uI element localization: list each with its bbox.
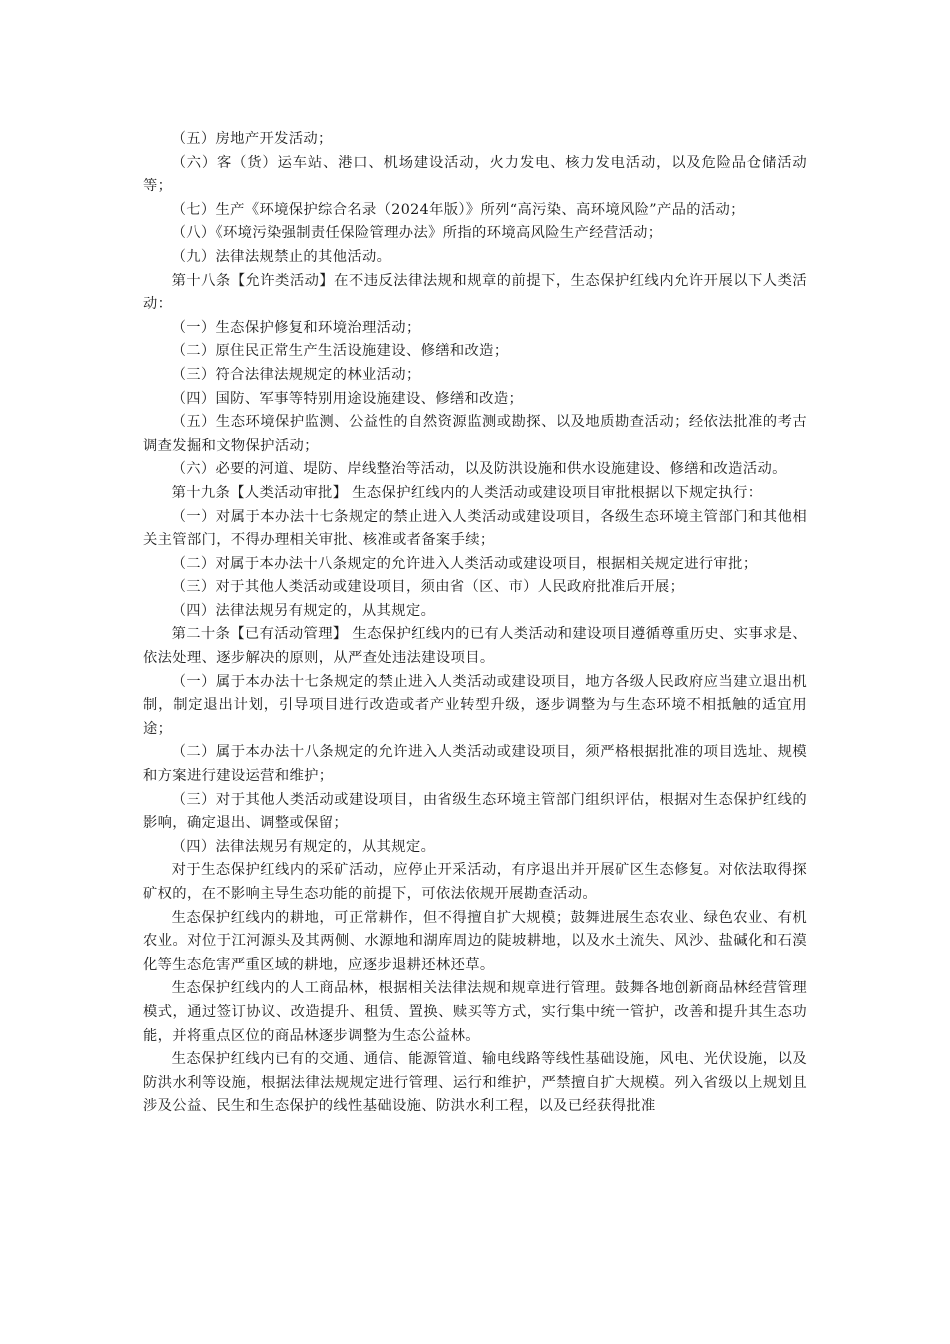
article-18-item-1: （一）生态保护修复和环境治理活动；: [171, 319, 421, 336]
article-18-item-4: （四）国防、军事等特别用途设施建设、修缮和改造；: [171, 390, 524, 407]
paragraph-item-7: （七）生产《环境保护综合名录（2024年版）》所列“高污染、高环境风险”产品的活动；: [171, 201, 745, 218]
article-19: 第十九条【人类活动审批】 生态保护红线内的人类活动或建设项目审批根据以下规定执行：: [171, 484, 763, 501]
article-19-item-4: （四）法律法规另有规定的，从其规定。: [171, 602, 436, 619]
article-20: 第二十条【已有活动管理】 生态保护红线内的已有人类活动和建设项目遵循尊重历史、实事求是、依法处理、逐步解决的原则，从严查处违法建设项目。: [143, 626, 807, 667]
article-18-item-5: （五）生态环境保护监测、公益性的自然资源监测或勘探、以及地质勘查活动；经依法批准的考古调查发掘和文物保护活动；: [143, 414, 807, 454]
article-18: 第十八条【允许类活动】在不违反法律法规和规章的前提下，生态保护红线内允许开展以下人类活动：: [143, 272, 807, 313]
paragraph-item-8: （八）《环境污染强制责任保险管理办法》所指的环境高风险生产经营活动；: [171, 225, 663, 242]
article-20-item-1: （一）属于本办法十七条规定的禁止进入人类活动或建设项目，地方各级人民政府应当建立退出机制，制定退出计划，引导项目进行改造或者产业转型升级，逐步调整为与生态环境不相抵触的适宜用途；: [143, 673, 807, 737]
farmland-paragraph: 生态保护红线内的耕地，可正常耕作，但不得擅自扩大规模；鼓舞进展生态农业、绿色农业、有机农业。对位于江河源头及其两侧、水源地和湖库周边的陡坡耕地，以及水土流失、风沙、盐碱化和石漠化等生态危害严重区域的耕地，应逐步退耕还林还草。: [143, 909, 807, 973]
paragraph-item-9: （九）法律法规禁止的其他活动。: [171, 248, 392, 265]
article-20-item-3: （三）对于其他人类活动或建设项目，由省级生态环境主管部门组织评估，根据对生态保护红线的影响，确定退出、调整或保留；: [143, 791, 807, 832]
paragraph-item-6: （六）客（货）运车站、港口、机场建设活动，火力发电、核力发电活动，以及危险品仓储活动等；: [143, 154, 807, 195]
article-18-item-6: （六）必要的河道、堤防、岸线整治等活动，以及防洪设施和供水设施建设、修缮和改造活动。: [171, 461, 787, 478]
article-20-item-4: （四）法律法规另有规定的，从其规定。: [171, 838, 436, 855]
document-body: [143, 128, 807, 1119]
article-19-item-2: （二）对属于本办法十八条规定的允许进入人类活动或建设项目，根据相关规定进行审批；: [171, 555, 758, 572]
article-18-item-3: （三）符合法律法规规定的林业活动；: [171, 366, 421, 383]
article-19-item-1: （一）对属于本办法十七条规定的禁止进入人类活动或建设项目，各级生态环境主管部门和其他相关主管部门，不得办理相关审批、核准或者备案手续；: [143, 508, 807, 549]
article-20-item-2: （二）属于本办法十八条规定的允许进入人类活动或建设项目，须严格根据批准的项目选址、规模和方案进行建设运营和维护；: [143, 744, 807, 785]
commercial-forest-paragraph: 生态保护红线内的人工商品林，根据相关法律法规和规章进行管理。鼓舞各地创新商品林经营管理模式，通过签订协议、改造提升、租赁、置换、赎买等方式，实行集中统一管护，改善和提升其生态功能，并将重点区位的商品林逐步调整为生态公益林。: [143, 980, 807, 1044]
infrastructure-paragraph: 生态保护红线内已有的交通、通信、能源管道、输电线路等线性基础设施，风电、光伏设施，以及防洪水利等设施，根据法律法规规定进行管理、运行和维护，严禁擅自扩大规模。列入省级以上规划且涉及公益、民生和生态保护的线性基础设施、防洪水利工程，以及已经获得批准: [143, 1051, 807, 1115]
mining-paragraph: 对于生态保护红线内的采矿活动，应停止开采活动，有序退出并开展矿区生态修复。对依法取得探矿权的，在不影响主导生态功能的前提下，可依法依规开展勘查活动。: [143, 862, 807, 902]
article-18-item-2: （二）原住民正常生产生活设施建设、修缮和改造；: [171, 343, 509, 360]
paragraph-item-5: （五）房地产开发活动；: [171, 131, 333, 147]
article-19-item-3: （三）对于其他人类活动或建设项目，须由省（区、市）人民政府批准后开展；: [171, 579, 685, 596]
